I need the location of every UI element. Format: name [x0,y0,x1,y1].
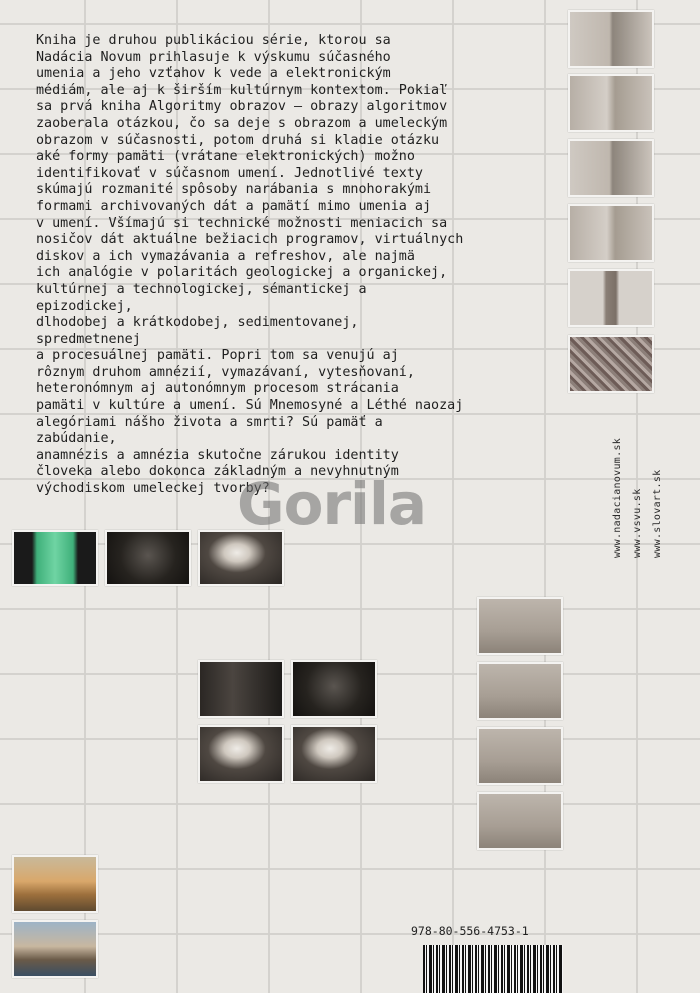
gallery-photo [198,660,284,718]
painting-photo [12,920,98,978]
isbn-number: 978-80-556-4753-1 [411,924,529,938]
watermark: Gorila [237,470,426,538]
url-slovart: www.slovart.sk [652,469,663,558]
gallery-photo [568,335,654,393]
url-vsvu: www.vsvu.sk [632,488,643,558]
gallery-photo [477,792,563,850]
gallery-photo [477,597,563,655]
gallery-photo [568,74,654,132]
gallery-photo [291,660,377,718]
gallery-photo [477,727,563,785]
gallery-photo [12,530,98,586]
blurb-text: Kniha je druhou publikáciou série, ktorou sa Nadácia Novum prihlasuje k výskumu súčasného umenia a jeho vzťahov k vede a elektronickým médiám, ale aj k širším kultúrnym kontextom. Pokiaľ sa prvá kniha Algoritmy obrazov – obrazy algoritmov zaoberala otázkou, čo sa deje s obrazom a umeleckým obrazom v súčasnosti, potom druhá si kladie otázku aké formy pamäti (vrátane elektronických) možno identifikovať v súčasnom umení. Jednotlivé texty skúmajú rozmanité spôsoby narábania s mnohorakými formami archivovaných dát a pamätí mimo umenia aj v umení. Všímajú si technické možnosti meniacich sa nosičov dát aktuálne bežiacich programov, virtuálnych diskov a ich vymazávania a refreshov, ale najmä ich analógie v polaritách geologickej a organickej, kultúrnej a technologickej, sémantickej a epizodickej, dlhodobej a krátkodobej, sedimentovanej, spredmetnenej a procesuálnej pamäti. Popri tom sa venujú aj rôznym druhom amnézií, vymazávaní, vytesňovaní, heteronómnym aj autonómnym procesom strácania pamäti v kultúre a umení. Sú Mnemosyné a Léthé naozaj alegóriami nášho života a smrti? Sú pamäť a zabúdanie, anamnézis a amnézia skutočne zárukou identity človeka alebo dokonca základným a nevyhnutným východiskom umeleckej tvorby? [36,33,464,497]
gallery-photo [568,10,654,68]
publisher-urls [612,418,670,558]
url-nadacianovum: www.nadacianovum.sk [612,437,623,558]
gallery-photo [568,204,654,262]
gallery-photo [568,139,654,197]
gallery-photo [105,530,191,586]
gallery-photo [198,530,284,586]
gallery-photo [477,662,563,720]
gallery-photo [198,725,284,783]
painting-photo [12,855,98,913]
barcode [423,945,563,993]
gallery-photo [568,269,654,327]
gallery-photo [291,725,377,783]
